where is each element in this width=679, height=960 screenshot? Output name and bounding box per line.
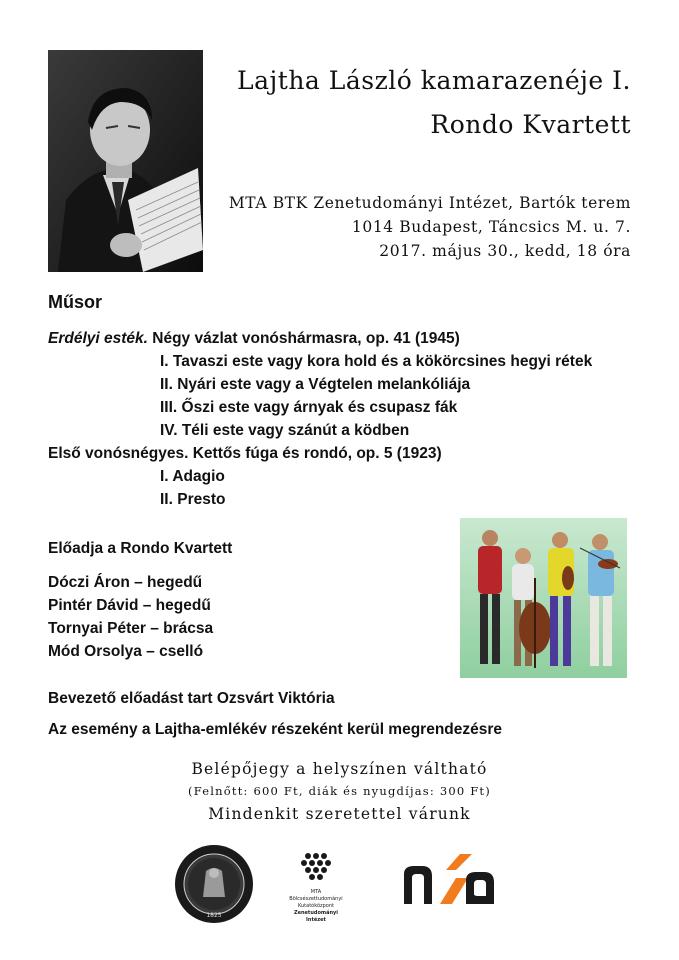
- composer-portrait-photo: [48, 50, 203, 272]
- venue-address: 1014 Budapest, Táncsics M. u. 7.: [351, 218, 631, 236]
- ensemble-title: Rondo Kvartett: [430, 110, 631, 139]
- nka-logo-icon: [400, 850, 500, 910]
- performers-heading: Előadja a Rondo Kvartett: [48, 540, 233, 557]
- btk-label-line3: Zenetudományi: [293, 910, 339, 916]
- work-1-movement: III. Őszi este vagy árnyak és csupasz fák: [160, 399, 458, 416]
- ticket-prices: (Felnőtt: 600 Ft, diák és nyugdíjas: 300 Ft): [188, 784, 491, 798]
- work-1-title-rest: Négy vázlat vonóshármasra, op. 41 (1945): [147, 330, 460, 347]
- lecture-note: Bevezető előadást tart Ozsvárt Viktória: [48, 690, 335, 707]
- work-2-title: Első vonósnégyes. Kettős fúga és rondó, op. 5 (1923): [48, 445, 442, 462]
- concert-title: Lajtha László kamarazenéje I.: [237, 66, 631, 95]
- nka-logo: [400, 850, 500, 910]
- svg-text:1825: 1825: [206, 912, 222, 919]
- work-1-movement: I. Tavaszi este vagy kora hold és a kökörcsines hegyi rétek: [160, 353, 593, 370]
- btk-dots-icon: [278, 850, 354, 884]
- event-date: 2017. május 30., kedd, 18 óra: [379, 242, 631, 260]
- performer-item: Tornyai Péter – brácsa: [48, 620, 214, 637]
- performer-item: Pintér Dávid – hegedű: [48, 597, 211, 614]
- ticket-info: Belépőjegy a helyszínen váltható: [191, 760, 488, 778]
- mta-seal-icon: [173, 843, 255, 925]
- work-1-movement: II. Nyári este vagy a Végtelen melankóliája: [160, 376, 471, 393]
- work-2-movement: I. Adagio: [160, 468, 225, 485]
- btk-label-line1: Bölcsészettudományi: [289, 896, 343, 902]
- quartet-photo: [460, 518, 627, 678]
- btk-label-line4: Intézet: [306, 917, 326, 923]
- work-1-movement: IV. Téli este vagy szánút a ködben: [160, 422, 410, 439]
- mta-seal-logo: [173, 843, 255, 925]
- event-note: Az esemény a Lajtha-emlékév részeként kerül megrendezésre: [48, 721, 503, 738]
- btk-label-line2: Kutatóközpont: [297, 903, 334, 909]
- performer-item: Mód Orsolya – cselló: [48, 643, 204, 660]
- btk-zti-logo: [278, 850, 354, 930]
- btk-label-small: MTA: [310, 889, 322, 895]
- work-1-title-italic: Erdélyi esték.: [48, 330, 148, 347]
- work-1-title: [48, 330, 460, 348]
- performer-item: Dóczi Áron – hegedű: [48, 574, 203, 591]
- program-heading: Műsor: [48, 292, 102, 312]
- work-2-movement: II. Presto: [160, 491, 226, 508]
- venue-name: MTA BTK Zenetudományi Intézet, Bartók terem: [228, 194, 631, 212]
- welcome-note: Mindenkit szeretettel várunk: [208, 805, 471, 823]
